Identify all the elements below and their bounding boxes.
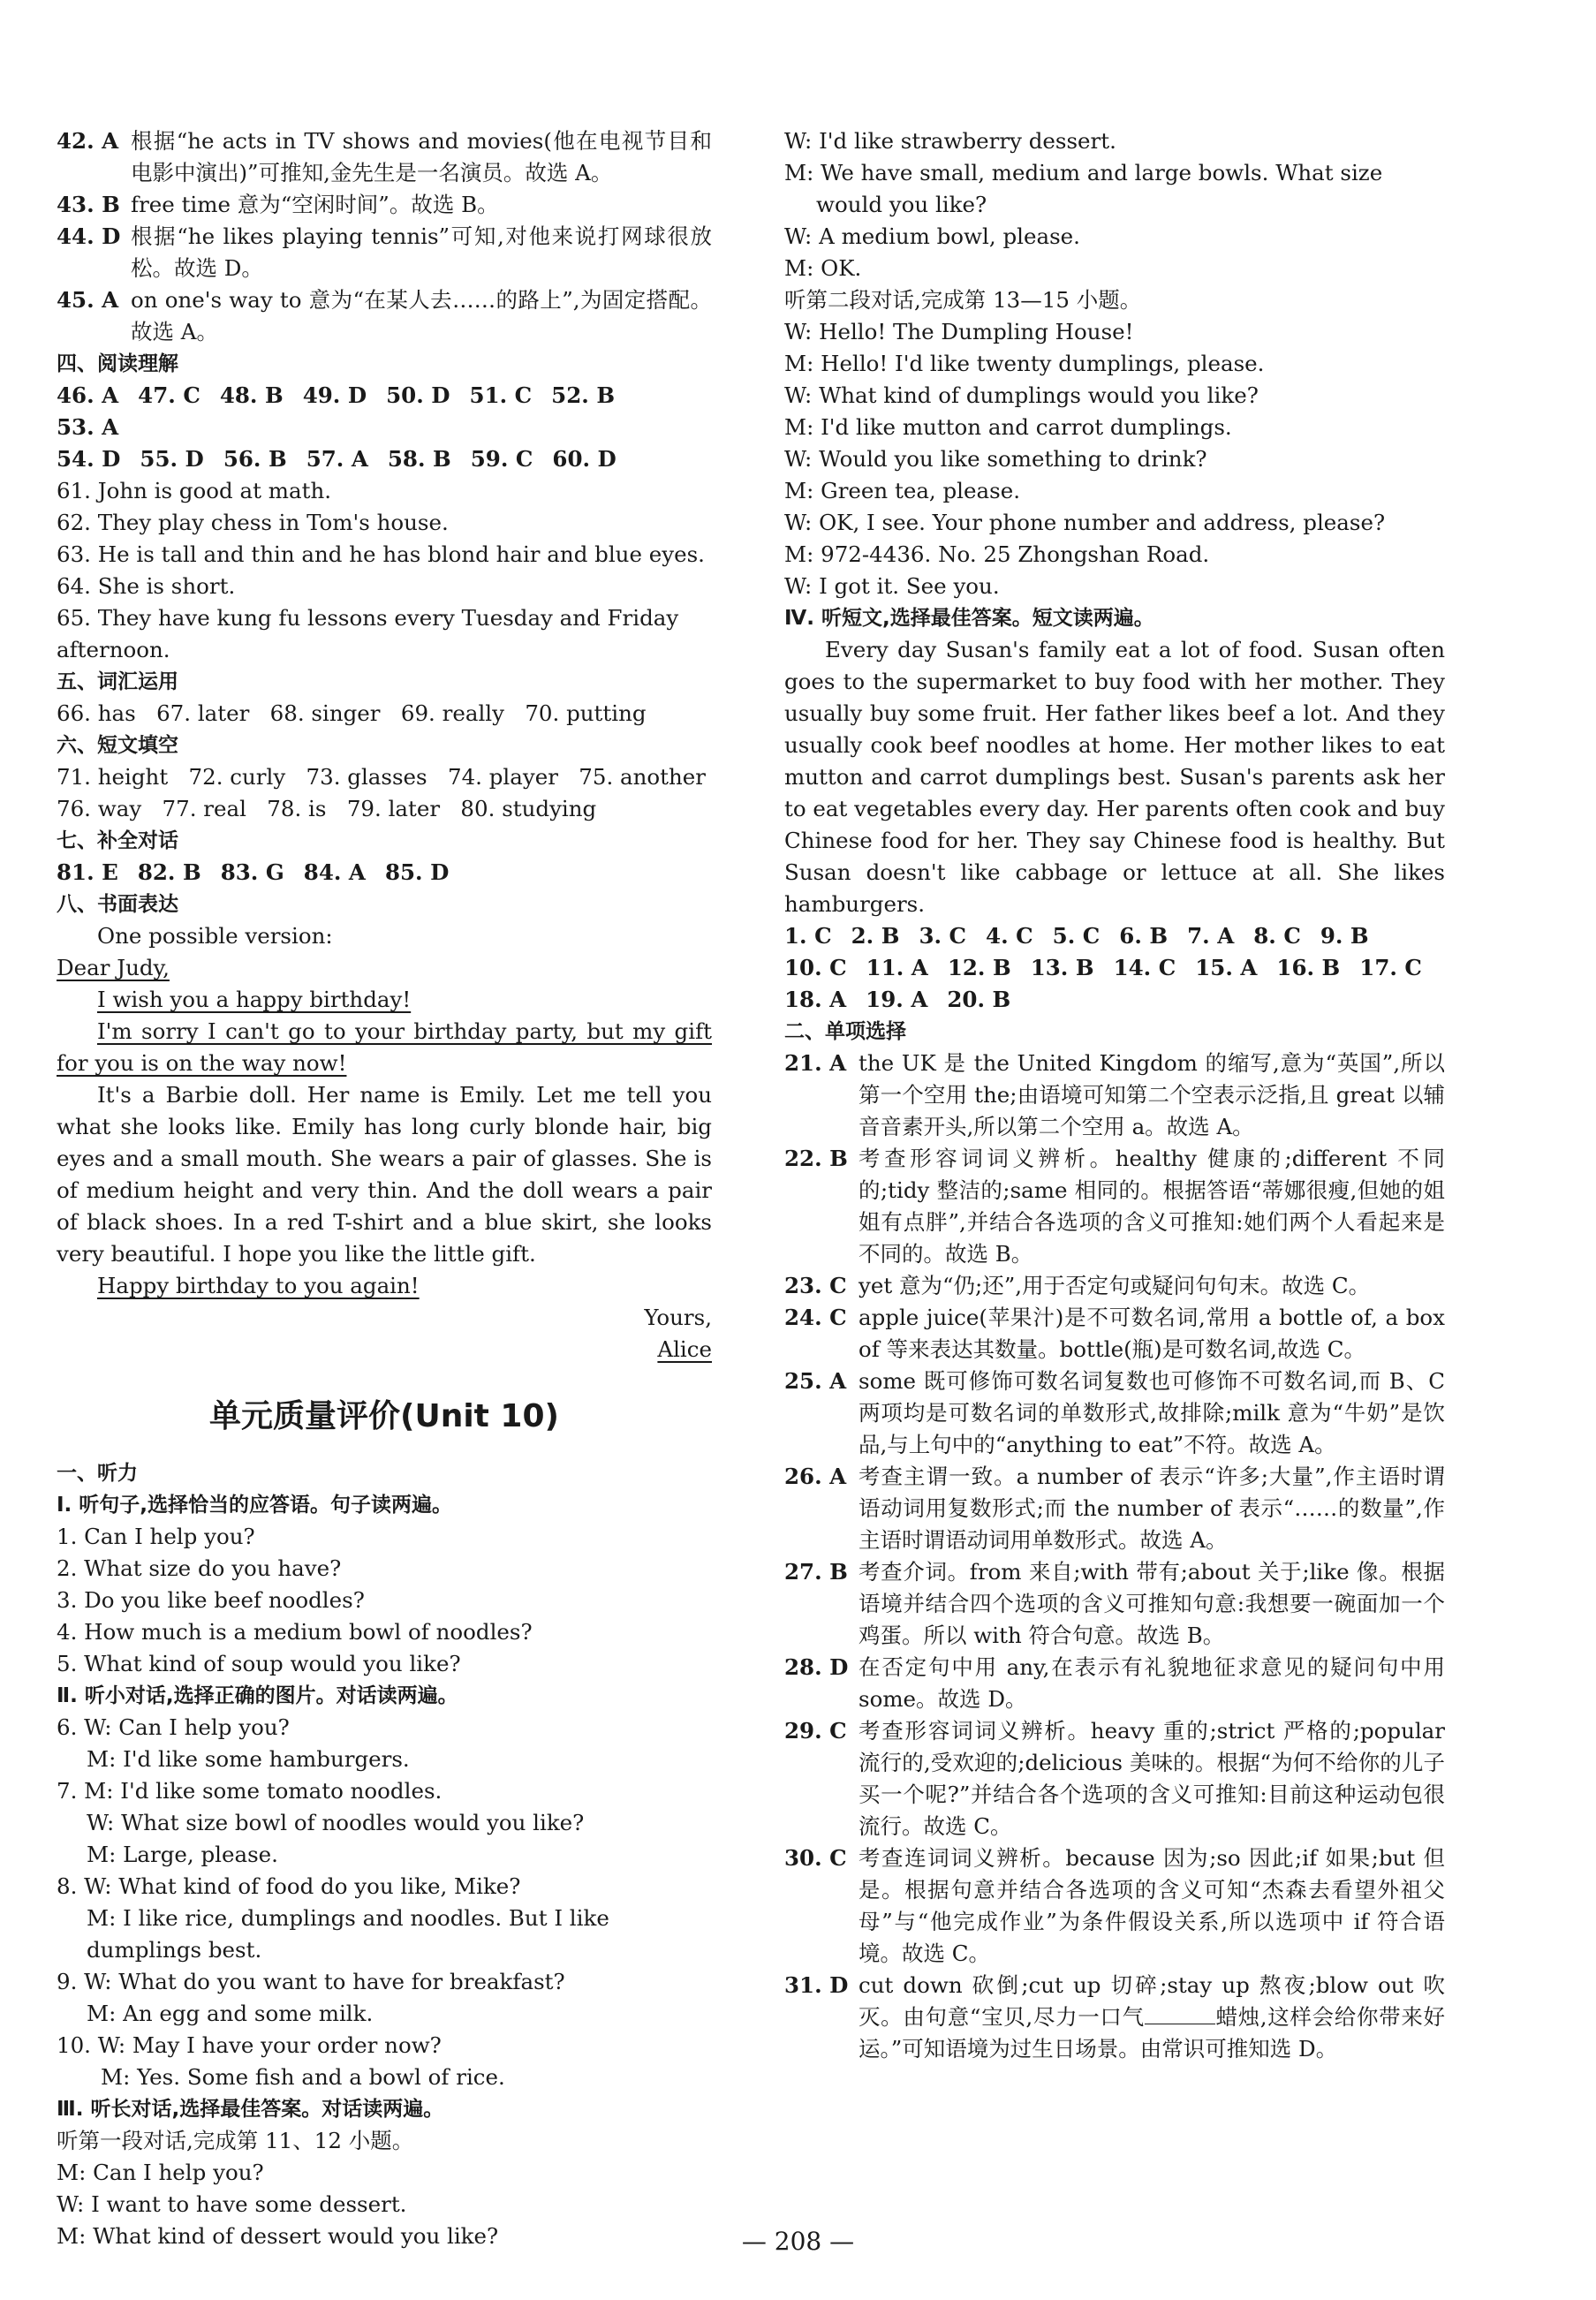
answer-key: 60. D (552, 446, 616, 472)
answer-number: 43. B (57, 192, 120, 217)
answer-key: 85. D (384, 859, 450, 885)
essay-sorry-line: I'm sorry I can't go to your birthday party, but my gift for you is on the way now! (57, 1018, 712, 1076)
answer-number: 23. C (784, 1273, 847, 1298)
answer-explanation (784, 1302, 1445, 1366)
answer-text: the UK 是 the United Kingdom 的缩写,意为“英国”,所以第一个空用 the;由语境可知第二个空表示泛指,且 great 以辅音音素开头,所以第二个空用 a。故选 A。 (859, 1050, 1445, 1139)
answer-key: 49. D (302, 382, 367, 408)
answer-key: 84. A (303, 859, 366, 885)
dialog-line: M: 972-4436. No. 25 Zhongshan Road. (784, 541, 1210, 567)
short-answer: 61. John is good at math. (57, 478, 332, 503)
dialog-text: W: Can I help you? (84, 1714, 290, 1740)
answer-number: 42. A (57, 128, 119, 154)
answer-text: yet 意为“仍;还”,用于否定句或疑问句句末。故选 C。 (859, 1273, 1371, 1298)
answer-explanation (784, 1143, 1445, 1270)
dialog-line: M: We have small, medium and large bowls. What size would you like? (784, 160, 1390, 217)
answer-key: 59. C (470, 446, 533, 472)
listening-sentence: 5. What kind of soup would you like? (57, 1651, 461, 1676)
dialog-line: M: An egg and some milk. (87, 2001, 374, 2026)
listening-part2-script (57, 1712, 712, 2093)
dialog-number: 9. (57, 1969, 85, 1994)
mini-dialog (57, 2030, 712, 2093)
answer-text: some 既可修饰可数名词复数也可修饰不可数名词,而 B、C 两项均是可数名词的单数形式,故排除;milk 意为“牛奶”是饮品,与上句中的“anything to eat”不符。故选 A。 (859, 1368, 1445, 1457)
essay-intro: One possible version: (97, 923, 333, 949)
short-answer: 63. He is tall and thin and he has blond hair and blue eyes. (57, 541, 705, 567)
answer-row (784, 920, 1445, 952)
answer-explanation (784, 1715, 1445, 1842)
short-answers-61-65 (57, 475, 712, 666)
dialog-line: M: I'd like some hamburgers. (87, 1746, 410, 1772)
answer-key: 19. A (866, 987, 928, 1012)
answer-explanation (57, 221, 712, 284)
answer-key: 47. C (138, 382, 200, 408)
answer-key: 83. G (220, 859, 284, 885)
section-title-cloze: 六、短文填空 (57, 734, 178, 757)
answer-text (859, 1970, 1445, 2065)
dialog-line: M: Can I help you? (57, 2160, 264, 2185)
dialog-number: 8. (57, 1873, 85, 1899)
dialog-line: W: I want to have some dessert. (57, 2191, 407, 2217)
short-answer: 65. They have kung fu lessons every Tuesday and Friday afternoon. (57, 605, 686, 662)
answer-key: 58. B (387, 446, 451, 472)
essay-wish-line: I wish you a happy birthday! (97, 987, 412, 1012)
answer-key: 50. D (386, 382, 450, 408)
answer-text: 根据“he likes playing tennis”可知,对他来说打网球很放松。故选 D。 (131, 223, 712, 281)
answer-text: 考查主谓一致。a number of 表示“许多;大量”,作主语时谓语动词用复数形式;而 the number of 表示“……的数量”,作主语时谓语动词用单数形式。故选 A。 (859, 1464, 1445, 1553)
dialog-line: M: What kind of dessert would you like? (57, 2223, 499, 2249)
answer-key: 2. B (851, 923, 900, 949)
listening-sentence: 2. What size do you have? (57, 1555, 342, 1581)
answer-explanation (784, 1842, 1445, 1970)
section-title-dialogue: 七、补全对话 (57, 829, 178, 852)
answer-number: 27. B (784, 1559, 848, 1585)
dialog-line: W: What kind of dumplings would you like? (784, 382, 1259, 408)
answer-key: 48. B (219, 382, 284, 408)
answer-text-part: cut down 砍倒;cut up 切碎;stay up 熬夜;blow out 吹灭。由句意“宝贝,尽力一口气 (859, 1972, 1445, 2030)
answer-explanation (57, 284, 712, 348)
answer-explanation (784, 1048, 1445, 1143)
short-answer: 64. She is short. (57, 573, 236, 599)
dialog-line: W: Would you like something to drink? (784, 446, 1207, 472)
answer-explanation-31 (784, 1970, 1445, 2065)
section-title-reading: 四、阅读理解 (57, 352, 178, 375)
mini-dialog (57, 1775, 712, 1871)
answer-text: on one's way to 意为“在某人去……的路上”,为固定搭配。故选 A。 (131, 287, 712, 344)
answer-text: 在否定句中用 any,在表示有礼貌地征求意见的疑问句中用 some。故选 D。 (859, 1654, 1445, 1712)
answer-key: 51. C (469, 382, 533, 408)
answer-key: 55. D (140, 446, 204, 472)
mini-dialog (57, 1966, 712, 2030)
answer-number: 29. C (784, 1718, 847, 1744)
answer-key: 15. A (1195, 955, 1258, 980)
listening-sentence: 1. Can I help you? (57, 1524, 255, 1549)
answer-row (57, 857, 712, 889)
dialog-text: W: May I have your order now? (97, 2032, 442, 2058)
answer-number: 30. C (784, 1845, 847, 1871)
dialog-text: W: What kind of food do you like, Mike? (84, 1873, 521, 1899)
listening-part1-script (57, 1521, 712, 1680)
answer-number: 31. D (784, 1972, 849, 1998)
dialog-line (57, 1712, 712, 1744)
mini-dialog (57, 1871, 712, 1966)
answer-key: 53. A (57, 414, 119, 440)
dialog-line (57, 1871, 712, 1903)
answer-row (57, 443, 712, 475)
right-column (784, 125, 1445, 2065)
essay-closing-line: Happy birthday to you again! (97, 1273, 420, 1298)
mini-dialog (57, 1712, 712, 1775)
answer-key: 82. B (137, 859, 201, 885)
vocabulary-answers: 66. has 67. later 68. singer 69. really 70. putting (57, 700, 647, 726)
answer-explanation (784, 1270, 1445, 1302)
answer-number: 28. D (784, 1654, 849, 1680)
section-title-listening: 一、听力 (57, 1462, 138, 1485)
answer-text: 考查形容词词义辨析。healthy 健康的;different 不同的;tidy 整洁的;same 相同的。根据答语“蒂娜很瘦,但她的姐姐有点胖”,并结合各选项的含义可推知:她们两个人看起来是不同的。故选 B。 (859, 1146, 1445, 1267)
answer-row (57, 380, 712, 443)
dialog-line: M: OK. (784, 255, 862, 281)
answer-key: 12. B (947, 955, 1011, 980)
answer-text: apple juice(苹果汁)是不可数名词,常用 a bottle of, a box of 等来表达其数量。bottle(瓶)是可数名词,故选 C。 (859, 1305, 1445, 1362)
dialog-line: M: Large, please. (87, 1842, 278, 1867)
dialog-line: M: Hello! I'd like twenty dumplings, please. (784, 351, 1265, 376)
answer-key: 4. C (986, 923, 1033, 949)
answer-key: 16. B (1276, 955, 1341, 980)
listening-sentence: 4. How much is a medium bowl of noodles? (57, 1619, 533, 1645)
listening-passage: Every day Susan's family eat a lot of food. Susan often goes to the supermarket to buy food with her mother. They usually buy some fruit. Her father likes beef a lot. And they usually cook beef noodles at home. Her mother likes to eat mutton and carrot dumplings best. Susan's parents ask her to eat vegetables every day. Her parents often cook and buy Chinese food for her. They say Chinese food is healthy. But Susan doesn't like cabbage or lettuce at all. She likes hamburgers. (784, 637, 1445, 917)
section-title-writing: 八、书面表达 (57, 893, 178, 916)
dialog-line: W: What size bowl of noodles would you like? (87, 1810, 585, 1835)
answer-key: 46. A (57, 382, 119, 408)
dialog-line: W: OK, I see. Your phone number and address, please? (784, 510, 1386, 535)
dialog-line: M: Green tea, please. (784, 478, 1020, 503)
answer-number: 26. A (784, 1464, 847, 1489)
dialog-number: 6. (57, 1714, 85, 1740)
answer-key: 10. C (784, 955, 847, 980)
answer-number: 25. A (784, 1368, 847, 1394)
answer-text: 考查介词。from 来自;with 带有;about 关于;like 像。根据语境并结合四个选项的含义可推知句意:我想要一碗面加一个鸡蛋。所以 with 符合句意。故选 B。 (859, 1559, 1445, 1648)
answer-explanation (784, 1652, 1445, 1715)
answer-key: 57. A (306, 446, 368, 472)
answer-explanation (784, 1556, 1445, 1652)
answer-explanation (784, 1461, 1445, 1556)
answer-number: 44. D (57, 223, 121, 249)
answer-key: 9. B (1320, 923, 1369, 949)
answer-number: 22. B (784, 1146, 848, 1171)
section-title-vocabulary: 五、词汇运用 (57, 670, 178, 693)
dialog-1-script (784, 125, 1445, 284)
answer-key: 81. E (57, 859, 118, 885)
answer-key: 11. A (866, 955, 928, 980)
section-title-single-choice: 二、单项选择 (784, 1020, 906, 1043)
answer-text: 考查连词词义辨析。because 因为;so 因此;if 如果;but 但是。根据句意并结合各选项的含义可知“杰森去看望外祖父母”与“他完成作业”为条件假设关系,所以选项中 if 符合语境。故选 C。 (859, 1845, 1445, 1966)
dialog-2-script (784, 316, 1445, 602)
dialog-line (57, 2030, 712, 2062)
listening-part2-title: Ⅱ. 听小对话,选择正确的图片。对话读两遍。 (57, 1684, 458, 1707)
essay-signature: Alice (657, 1336, 712, 1362)
dialog-2-intro: 听第二段对话,完成第 13—15 小题。 (784, 287, 1142, 313)
dialog-text: M: I'd like some tomato noodles. (84, 1778, 442, 1804)
listening-sentence: 3. Do you like beef noodles? (57, 1587, 365, 1613)
answer-key: 3. C (919, 923, 967, 949)
answer-key: 6. B (1119, 923, 1169, 949)
answer-key: 7. A (1187, 923, 1235, 949)
answer-text: 根据“he acts in TV shows and movies(他在电视节目和电影中演出)”可推知,金先生是一名演员。故选 A。 (131, 128, 712, 185)
answer-key: 52. B (551, 382, 616, 408)
answer-explanations-42-45 (57, 125, 712, 348)
answer-key: 13. B (1030, 955, 1094, 980)
answer-key: 5. C (1052, 923, 1101, 949)
answer-explanations-21-30 (784, 1048, 1445, 1970)
dialog-line: W: A medium bowl, please. (784, 223, 1080, 249)
answer-key: 20. B (947, 987, 1011, 1012)
dialog-number: 10. (57, 2032, 98, 2058)
dialog-line: W: I got it. See you. (784, 573, 1000, 599)
unit-title: 单元质量评价(Unit 10) (209, 1398, 559, 1434)
short-answer: 62. They play chess in Tom's house. (57, 510, 449, 535)
dialog-line: W: I'd like strawberry dessert. (784, 128, 1116, 154)
answer-key: 8. C (1253, 923, 1301, 949)
essay-salutation: Dear Judy, (57, 955, 170, 980)
answer-key: 17. C (1359, 955, 1422, 980)
answer-key: 14. C (1113, 955, 1176, 980)
blank-line (1145, 2004, 1215, 2024)
listening-part3-intro: 听第一段对话,完成第 11、12 小题。 (57, 2128, 414, 2153)
answer-explanation (784, 1366, 1445, 1461)
dialog-line: M: I'd like mutton and carrot dumplings. (784, 414, 1232, 440)
essay-close: Yours, (644, 1305, 712, 1330)
answer-key: 54. D (57, 446, 121, 472)
answer-key: 18. A (784, 987, 847, 1012)
answer-key: 56. B (223, 446, 287, 472)
cloze-answers-1: 71. height 72. curly 73. glasses 74. player 75. another (57, 764, 707, 790)
essay-body: It's a Barbie doll. Her name is Emily. Let me tell you what she looks like. Emily has long curly blonde hair, big eyes and a small mouth. She wears a pair of glasses. She is of medium height and very thin. And the doll wears a pair of black shoes. In a red T-shirt and a blue skirt, she looks very beautiful. I hope you like the little gift. (57, 1082, 712, 1267)
answer-number: 24. C (784, 1305, 847, 1330)
listening-part1-title: Ⅰ. 听句子,选择恰当的应答语。句子读两遍。 (57, 1494, 453, 1517)
dialog-text: W: What do you want to have for breakfast? (84, 1969, 565, 1994)
answer-explanation (57, 189, 712, 221)
answer-explanation (57, 125, 712, 189)
dialog-line: M: Yes. Some fish and a bowl of rice. (101, 2064, 505, 2090)
dialog-number: 7. (57, 1778, 85, 1804)
left-column (57, 125, 712, 2252)
answer-text: 考查形容词词义辨析。heavy 重的;strict 严格的;popular 流行的,受欢迎的;delicious 美味的。根据“为何不给你的儿子买一个呢?”并结合各个选项的含义可推知:目前这种运动包很流行。故选 C。 (859, 1718, 1445, 1839)
dialog-line (57, 1966, 712, 1998)
dialog-line: W: Hello! The Dumpling House! (784, 319, 1134, 344)
answer-number: 45. A (57, 287, 119, 313)
answer-row (784, 984, 1445, 1016)
dialog-line (57, 1775, 712, 1807)
cloze-answers-2: 76. way 77. real 78. is 79. later 80. studying (57, 796, 597, 821)
answer-number: 21. A (784, 1050, 847, 1076)
dialog-line: M: I like rice, dumplings and noodles. But I like dumplings best. (87, 1905, 616, 1963)
answer-text-part: 蜡烛,这样会给你带来好运。”可知语境为过生日场景。由常识可推知选 D。 (859, 2004, 1446, 2062)
answer-row (784, 952, 1445, 984)
answer-key: 1. C (784, 923, 832, 949)
listening-part3-title: Ⅲ. 听长对话,选择最佳答案。对话读两遍。 (57, 2098, 444, 2121)
listening-part4-title: Ⅳ. 听短文,选择最佳答案。短文读两遍。 (784, 607, 1154, 630)
answer-text: free time 意为“空闲时间”。故选 B。 (131, 192, 499, 217)
page-number: — 208 — (741, 2227, 855, 2256)
